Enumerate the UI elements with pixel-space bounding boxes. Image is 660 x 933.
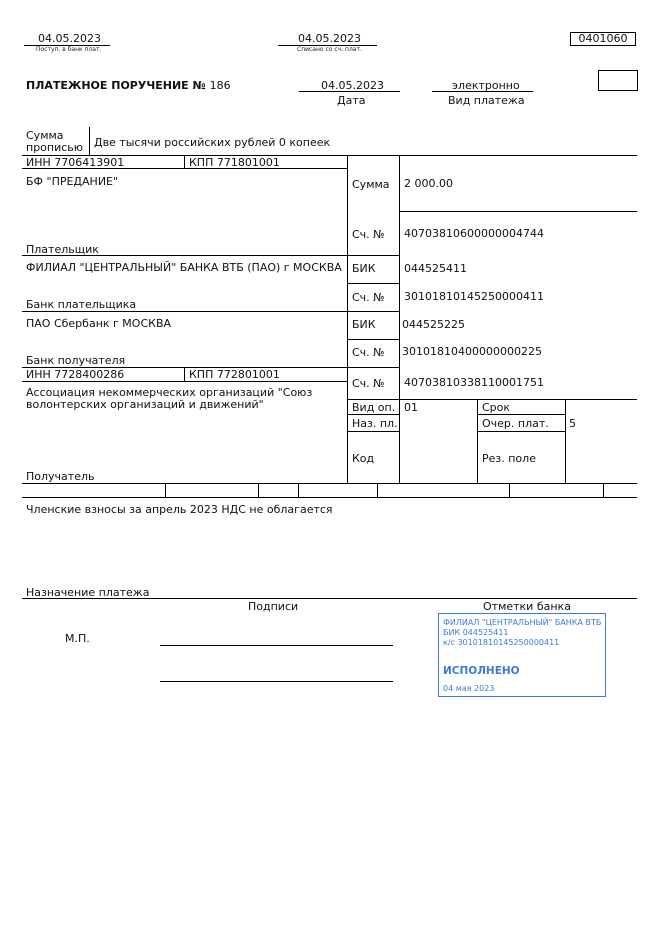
payment-type-caption: Вид платежа (448, 94, 525, 107)
payee-bank-bik-label: БИК (352, 318, 376, 331)
purpose-caption: Назначение платежа (26, 586, 150, 599)
payer-caption: Плательщик (26, 243, 99, 256)
payee-bank-caption: Банк получателя (26, 354, 126, 367)
grid-line (347, 399, 637, 400)
grid-line (477, 431, 565, 432)
grid-line (22, 497, 637, 498)
payer-bank-name: ФИЛИАЛ "ЦЕНТРАЛЬНЫЙ" БАНКА ВТБ (ПАО) г МОСКВА (26, 261, 342, 274)
payer-bank-bik-label: БИК (352, 262, 376, 275)
payer-bank-account-value: 30101810145250000411 (404, 290, 544, 303)
payee-account-value: 40703810338110001751 (404, 376, 544, 389)
payer-bank-account-label: Сч. № (352, 291, 385, 304)
grid-line (22, 311, 399, 312)
payee-account-label: Сч. № (352, 377, 385, 390)
payer-account-label: Сч. № (352, 228, 385, 241)
empty-field-box (598, 70, 638, 91)
op-type-value: 01 (404, 401, 418, 414)
code-label: Код (352, 452, 375, 465)
divider (89, 127, 90, 155)
payee-bank-name: ПАО Сбербанк г МОСКВА (26, 317, 172, 330)
payee-kpp: КПП 772801001 (189, 368, 280, 381)
grid-line (298, 483, 299, 497)
sum-value: 2 000.00 (404, 177, 453, 190)
payment-date: 04.05.2023 (321, 79, 384, 92)
debited-caption: Списано со сч. плат. (297, 46, 362, 53)
sum-label: Сумма (352, 178, 390, 191)
amount-words-value: Две тысячи российских рублей 0 копеек (94, 136, 331, 149)
grid-line (184, 367, 185, 381)
priority-label: Очер. плат. (482, 417, 549, 430)
payer-account-value: 40703810600000004744 (404, 227, 544, 240)
signatures-title: Подписи (248, 600, 299, 613)
amount-words-label-2: прописью (26, 141, 84, 154)
stamp-date: 04 мая 2023 (443, 684, 495, 693)
stamp-corr-account: к/с 30101810145250000411 (443, 638, 560, 647)
document-title (26, 79, 231, 92)
op-type-label: Вид оп. (352, 401, 396, 414)
grid-line (347, 155, 348, 483)
grid-line (22, 483, 637, 484)
payee-name-line-2: волонтерских организаций и движений" (26, 398, 264, 411)
payer-bank-bik-value: 044525411 (404, 262, 467, 275)
date-caption: Дата (337, 94, 366, 107)
purpose-code-label: Наз. пл. (352, 417, 398, 430)
grid-line (347, 339, 399, 340)
received-date: 04.05.2023 (38, 32, 101, 45)
title-label: ПЛАТЕЖНОЕ ПОРУЧЕНИЕ № (26, 79, 206, 92)
grid-line (347, 283, 399, 284)
grid-line (165, 483, 166, 497)
payee-bank-account-value: 30101810400000000225 (402, 345, 542, 358)
grid-line (399, 155, 400, 483)
payment-type: электронно (452, 79, 520, 92)
payee-bank-account-label: Сч. № (352, 346, 385, 359)
debited-date: 04.05.2023 (298, 32, 361, 45)
payment-number: 186 (209, 79, 231, 92)
bank-stamp (438, 613, 606, 697)
seal-label: М.П. (65, 632, 90, 645)
bank-marks-title: Отметки банка (483, 600, 571, 613)
payer-inn: ИНН 7706413901 (26, 156, 125, 169)
payee-name-line-1: Ассоциация некоммерческих организаций "Союз (26, 386, 313, 399)
payee-bank-bik-value: 044525225 (402, 318, 465, 331)
form-code: 0401060 (570, 32, 636, 46)
purpose-text: Членские взносы за апрель 2023 НДС не облагается (26, 503, 333, 516)
grid-line (477, 399, 478, 483)
payee-inn: ИНН 7728400286 (26, 368, 125, 381)
grid-line (258, 483, 259, 497)
payee-caption: Получатель (26, 470, 95, 483)
divider (432, 91, 533, 92)
grid-line (603, 483, 604, 497)
term-label: Срок (482, 401, 511, 414)
grid-line (347, 414, 399, 415)
received-caption: Поступ. в банк плат. (36, 46, 102, 53)
grid-line (347, 431, 399, 432)
stamp-bank-name: ФИЛИАЛ "ЦЕНТРАЛЬНЫЙ" БАНКА ВТБ (443, 618, 602, 627)
grid-line (509, 483, 510, 497)
grid-line (22, 381, 348, 382)
grid-line (377, 483, 378, 497)
grid-line (184, 155, 185, 168)
payer-bank-caption: Банк плательщика (26, 298, 137, 311)
reserve-field-label: Рез. поле (482, 452, 536, 465)
grid-line (565, 399, 566, 483)
payer-name: БФ "ПРЕДАНИЕ" (26, 175, 119, 188)
payer-kpp: КПП 771801001 (189, 156, 280, 169)
amount-words-label-1: Сумма (26, 129, 64, 142)
stamp-bik: БИК 044525411 (443, 628, 509, 637)
priority-value: 5 (569, 417, 576, 430)
stamp-status: ИСПОЛНЕНО (443, 665, 520, 677)
signature-line-1 (160, 645, 393, 646)
divider (299, 91, 400, 92)
grid-line (477, 414, 565, 415)
signature-line-2 (160, 681, 393, 682)
grid-line (399, 211, 637, 212)
